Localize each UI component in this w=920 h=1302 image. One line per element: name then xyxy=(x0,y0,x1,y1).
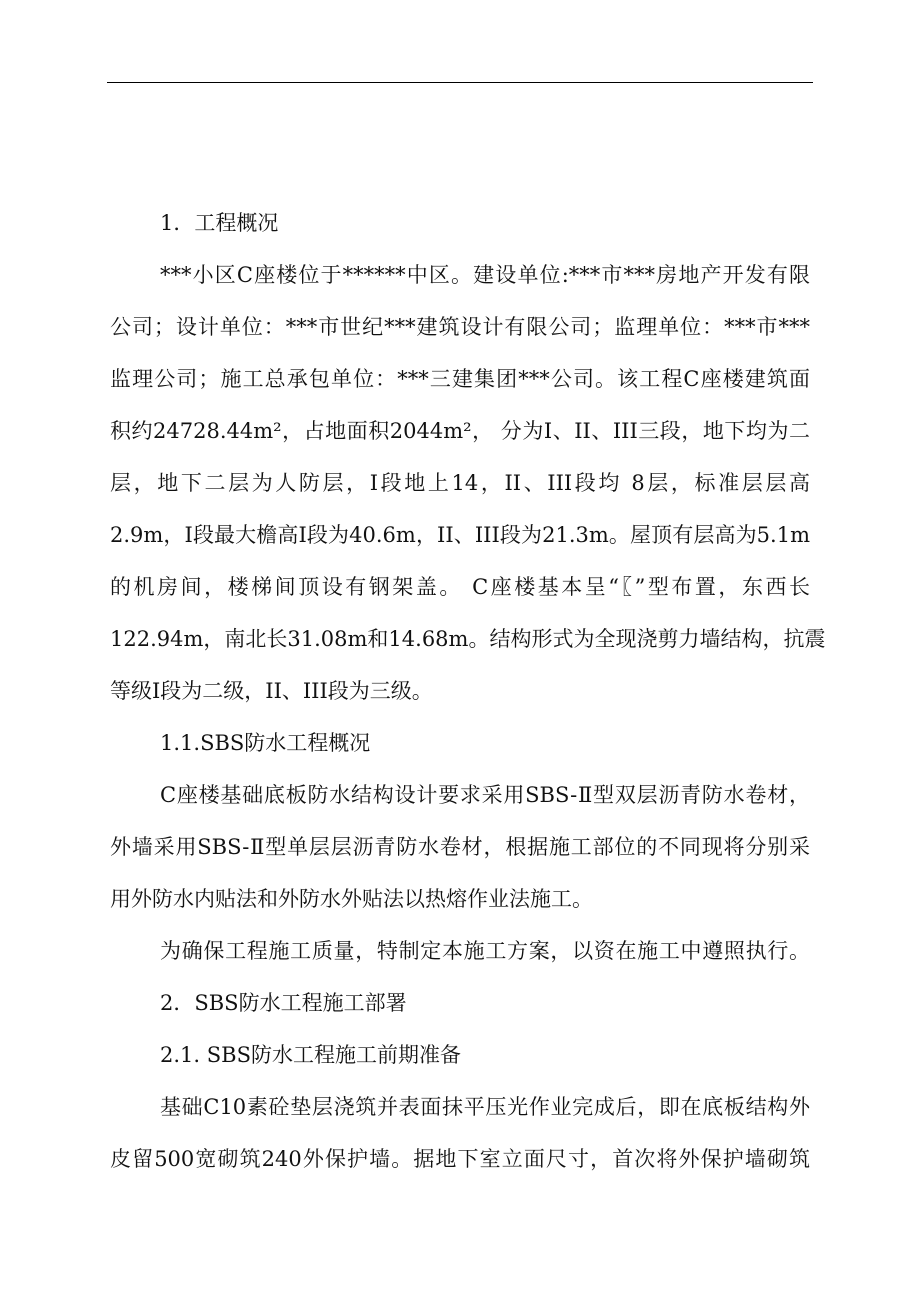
paragraph-line: 积约24728.44m²，占地面积2044m²， 分为I、II、III三段，地下均为二 xyxy=(110,419,810,443)
paragraph-line: 公司；设计单位：***市世纪***建筑设计有限公司；监理单位：***市*** xyxy=(110,315,810,339)
paragraph-line: 监理公司；施工总承包单位：***三建集团***公司。该工程C座楼建筑面 xyxy=(110,367,810,391)
paragraph-line: 层，地下二层为人防层，I段地上14，II、III段均 8层，标准层层高 xyxy=(110,471,810,495)
paragraph-line: ***小区C座楼位于******中区。建设单位:***市***房地产开发有限 xyxy=(160,263,810,287)
paragraph-line: 的机房间，楼梯间顶设有钢架盖。 C座楼基本呈“〖”型布置，东西长 xyxy=(110,575,810,599)
paragraph-line: 等级I段为二级，II、III段为三级。 xyxy=(110,679,433,703)
section-heading-2-1: 2.1. SBS防水工程施工前期准备 xyxy=(160,1043,461,1067)
section-heading-2: 2．SBS防水工程施工部署 xyxy=(160,991,407,1015)
paragraph-line: 为确保工程施工质量，特制定本施工方案，以资在施工中遵照执行。 xyxy=(160,939,810,963)
header-rule xyxy=(107,82,813,83)
paragraph-line: 122.94m，南北长31.08m和14.68m。结构形式为全现浇剪力墙结构，抗震 xyxy=(110,627,826,651)
paragraph-line: 2.9m，I段最大檐高I段为40.6m，II、III段为21.3m。屋顶有层高为5.1m xyxy=(110,523,810,547)
paragraph-line: 用外防水内贴法和外防水外贴法以热熔作业法施工。 xyxy=(110,887,593,911)
paragraph-line: C座楼基础底板防水结构设计要求采用SBS-Ⅱ型双层沥青防水卷材， xyxy=(160,783,810,807)
section-heading-1-1: 1.1.SBS防水工程概况 xyxy=(160,731,371,755)
paragraph-line: 外墙采用SBS-Ⅱ型单层层沥青防水卷材，根据施工部位的不同现将分别采 xyxy=(110,835,810,859)
paragraph-line: 基础C10素砼垫层浇筑并表面抹平压光作业完成后，即在底板结构外 xyxy=(160,1095,810,1119)
section-heading-1: 1．工程概况 xyxy=(160,211,279,235)
paragraph-line: 皮留500宽砌筑240外保护墙。据地下室立面尺寸，首次将外保护墙砌筑 xyxy=(110,1147,810,1171)
